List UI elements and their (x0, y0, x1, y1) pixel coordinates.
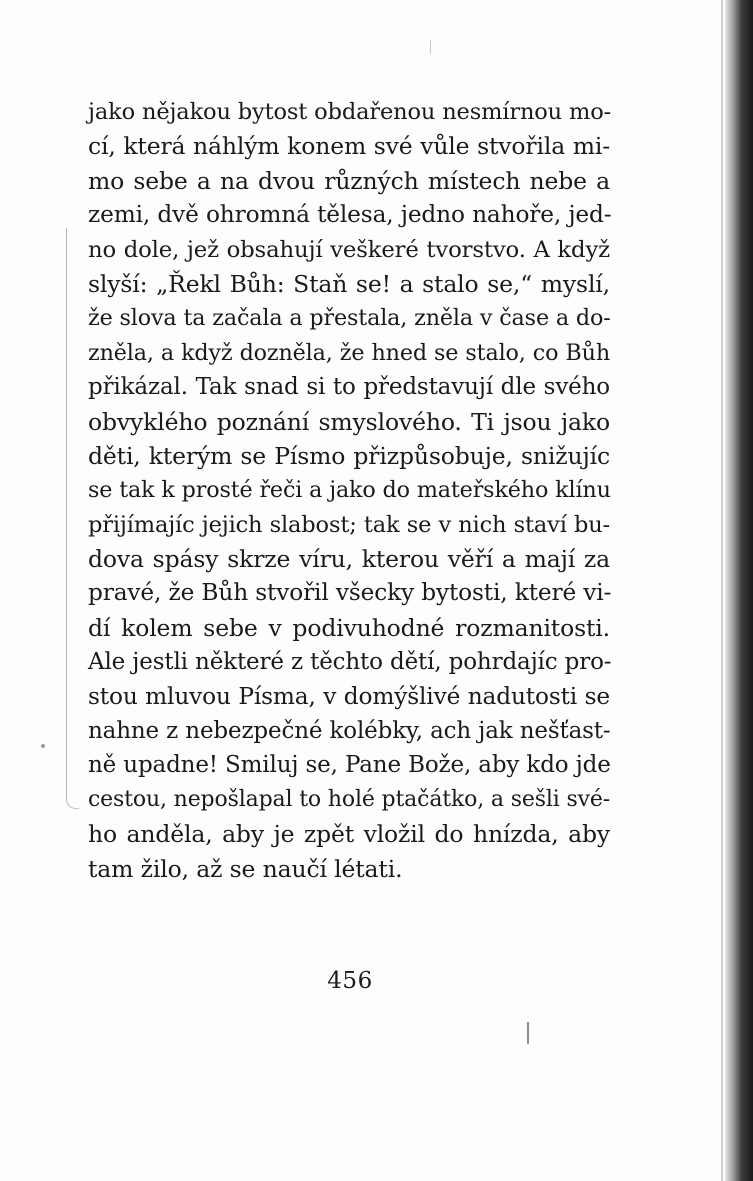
page-number: 456 (327, 968, 373, 994)
body-text (88, 95, 610, 886)
text-line: že slova ta začala a přestala, zněla v čase a do- (88, 305, 611, 332)
text-line: se tak k prosté řeči a jako do mateřského klínu (88, 477, 611, 504)
text-line: přikázal. Tak snad si to představují dle svého (88, 374, 610, 401)
text-line: no dole, jež obsahují veškeré tvorstvo. A když (88, 236, 610, 263)
text-line: obvyklého poznání smyslového. Ti jsou jako (88, 407, 610, 436)
text-line: zněla, a když dozněla, že hned se stalo, co Bůh (88, 339, 610, 366)
text-line: přijímajíc jejich slabost; tak se v nich staví bu- (88, 511, 610, 538)
margin-speck (41, 744, 45, 748)
pencil-margin-bracket (66, 228, 79, 809)
spine-shadow-line (721, 0, 723, 1181)
text-line: ho anděla, aby je zpět vložil do hnízda, aby (88, 820, 610, 849)
text-line: pravé, že Bůh stvořil všecky bytosti, které vi- (88, 579, 612, 607)
text-line: jako nějakou bytost obdařenou nesmírnou mo- (88, 99, 612, 125)
text-line: dí kolem sebe v podivuhodné rozmanitosti. (88, 613, 610, 642)
scan-speck (527, 1022, 529, 1044)
text-line: zemi, dvě ohromná tělesa, jedno nahoře, jed- (88, 201, 612, 229)
text-line-last: tam žilo, až se naučí létati. (88, 854, 403, 883)
text-line: mo sebe a na dvou různých místech nebe a (88, 166, 610, 195)
book-spine-edge (725, 0, 753, 1181)
text-line: slyší: „Řekl Bůh: Staň se! a stalo se,“ myslí, (88, 269, 610, 298)
text-line: cestou, nepošlapal to holé ptačátko, a sešli své- (88, 786, 611, 812)
text-line: ně upadne! Smiluj se, Pane Bože, aby kdo jde (88, 752, 611, 779)
scan-speck (430, 40, 431, 54)
text-line: cí, která náhlým konem své vůle stvořila mi- (88, 132, 610, 161)
text-line: nahne z nebezpečné kolébky, ach jak nešťast- (88, 718, 611, 745)
text-line: děti, kterým se Písmo přizpůsobuje, snižujíc (88, 441, 610, 470)
text-line: Ale jestli některé z těchto dětí, pohrdajíc pro- (88, 649, 612, 676)
text-line: dova spásy skrze víru, kterou věří a mají za (88, 545, 610, 574)
text-line: stou mluvou Písma, v domýšlivé nadutosti se (88, 682, 610, 710)
